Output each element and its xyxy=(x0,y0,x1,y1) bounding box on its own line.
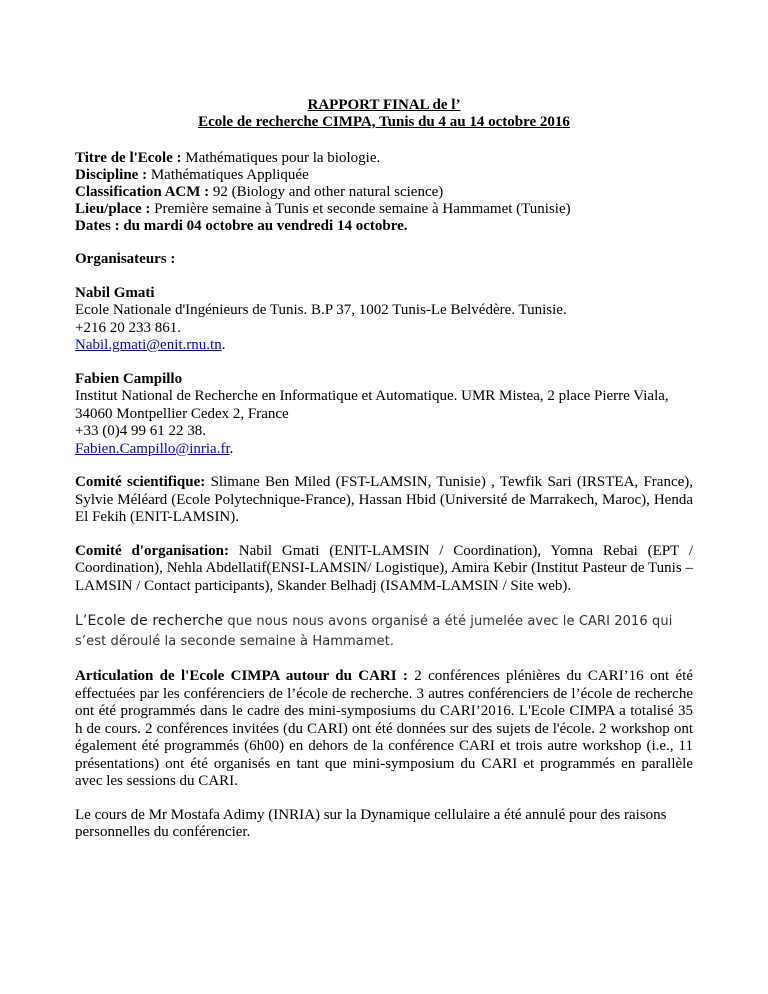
organizer-email-line xyxy=(75,337,693,355)
organizer-email-line xyxy=(75,441,693,459)
organizer-phone: +33 (0)4 99 61 22 38. xyxy=(75,423,206,439)
organizer-name: Nabil Gmati xyxy=(75,284,155,301)
organisateurs-heading: Organisateurs : xyxy=(75,251,176,267)
info-titre-label: Titre de l'Ecole : xyxy=(75,150,182,166)
jumelee-lead: L’Ecole de recherche xyxy=(75,613,224,629)
info-dates: Dates : du mardi 04 octobre au vendredi 14 octobre. xyxy=(75,218,408,234)
comite-scientifique-label: Comité scientifique: xyxy=(75,474,206,490)
comite-organisation-text: Nabil Gmati (ENIT-LAMSIN / Coordination), Yomna Rebai (EPT / Coordination), Nehla Abdellatif(ENSI-LAMSIN/ Logistique), Amira Kebir (Institut Pasteur de Tunis – LAMSIN / Contact participants), Skander Belhadj (ISAMM-LAMSIN / Site web). xyxy=(75,542,693,594)
articulation-label: Articulation de l'Ecole CIMPA autour du CARI : xyxy=(75,668,408,684)
organizer-block xyxy=(75,371,693,459)
info-classification xyxy=(75,184,693,201)
info-discipline-label: Discipline : xyxy=(75,167,148,183)
info-classification-label: Classification ACM : xyxy=(75,184,210,200)
info-lieu-label: Lieu/place : xyxy=(75,201,151,217)
articulation-text: 2 conférences plénières du CARI’16 ont été effectuées par les conférenciers de l’école de recherche. 3 autres conférenciers de l’école de recherche ont été programmés dans le cadre des mini-symposiums du CARI’2016. L'Ecole CIMPA a totalisé 35 h de cours. 2 conférences invitées (du CARI) ont été données sur des sujets de l'école. 2 workshop ont également été programmés (6h00) en dehors de la conférence CARI et trois autre workshop (i.e., 11 présentations) ont été organisés en tant que mini-symposium du CARI et programmés en parallèle avec les sessions du CARI. xyxy=(75,668,693,789)
organizer-address: Institut National de Recherche en Informatique et Automatique. UMR Mistea, 2 place Pierre Viala, 34060 Montpellier Cedex 2, France xyxy=(75,388,669,422)
info-titre xyxy=(75,150,693,167)
comite-scientifique-text: Slimane Ben Miled (FST-LAMSIN, Tunisie) , Tewfik Sari (IRSTEA, France), Sylvie Méléard (Ecole Polytechnique-France), Hassan Hbid (Université de Marrakech, Maroc), Henda El Fekih (ENIT-LAMSIN). xyxy=(75,474,694,525)
organizer-email-link[interactable]: Nabil.gmati@enit.rnu.tn xyxy=(75,337,222,353)
jumelee-paragraph xyxy=(75,611,693,652)
comite-organisation-label: Comité d'organisation: xyxy=(75,542,229,559)
jumelee-text: que nous nous avons organisé a été jumelée avec le CARI 2016 qui s’est déroulé la seconde semaine à Hammamet. xyxy=(75,614,673,649)
organizer-name: Fabien Campillo xyxy=(75,370,183,387)
organizer-email-link[interactable]: Fabien.Campillo@inria.fr xyxy=(75,440,230,457)
report-title xyxy=(75,97,693,131)
comite-scientifique-paragraph xyxy=(75,474,693,527)
comite-organisation-paragraph xyxy=(75,543,693,596)
school-info xyxy=(75,150,693,235)
annulation-paragraph: Le cours de Mr Mostafa Adimy (INRIA) sur la Dynamique cellulaire a été annulé pour des raisons personnelles du conférencier. xyxy=(75,806,667,840)
organizer-email-suffix: . xyxy=(229,440,234,457)
info-discipline xyxy=(75,167,693,184)
info-discipline-value: Mathématiques Appliquée xyxy=(147,167,309,183)
report-title-line-1: RAPPORT FINAL de l’ xyxy=(307,97,461,113)
articulation-paragraph xyxy=(75,668,693,791)
info-lieu xyxy=(75,201,693,218)
organizer-block xyxy=(75,285,693,355)
info-titre-value: Mathématiques pour la biologie. xyxy=(181,150,381,166)
report-title-line-2: Ecole de recherche CIMPA, Tunis du 4 au 14 octobre 2016 xyxy=(198,114,570,130)
organizer-phone: +216 20 233 861. xyxy=(75,319,181,336)
info-classification-value: 92 (Biology and other natural science) xyxy=(209,184,444,200)
organizer-email-suffix: . xyxy=(221,337,226,353)
organizer-address: Ecole Nationale d'Ingénieurs de Tunis. B.P 37, 1002 Tunis-Le Belvédère. Tunisie. xyxy=(75,302,567,318)
info-lieu-value: Première semaine à Tunis et seconde semaine à Hammamet (Tunisie) xyxy=(150,201,571,217)
